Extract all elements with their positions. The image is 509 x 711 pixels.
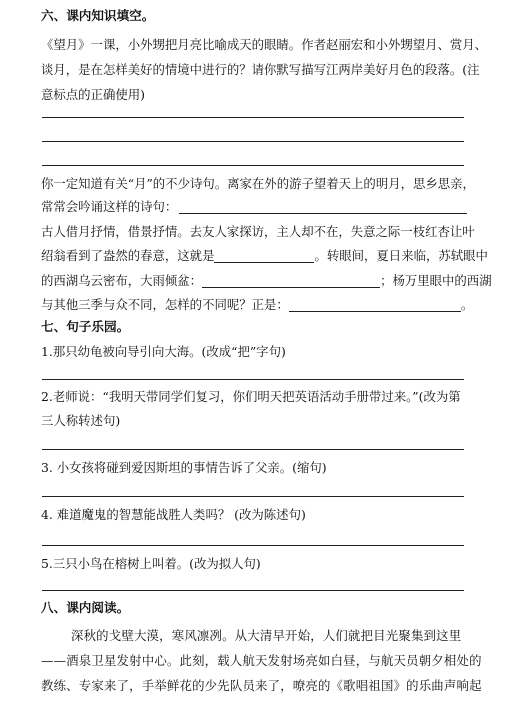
verse-text: 与其他三季与众不同，怎样的不同呢？正是： (41, 297, 289, 312)
section-6-poem-prompt: 你一定知道有关“月”的不少诗句。离家在外的游子望着天上的明月，思乡思亲， (41, 176, 475, 191)
section-7-question: 4. 难道魔鬼的智慧能战胜人类吗？ (改为陈述句) (41, 507, 306, 522)
answer-line[interactable] (42, 545, 464, 546)
section-7-question: 1.那只幼龟被向导引向大海。(改成“把”字句) (41, 344, 286, 359)
section-7-question: 5.三只小鸟在榕树上叫着。(改为拟人句) (41, 556, 261, 571)
section-7-question: 3. 小女孩将碰到爱因斯坦的事情告诉了父亲。(缩句) (41, 460, 327, 475)
answer-line[interactable] (42, 165, 464, 166)
section-6-question-line: 谈月，是在怎样美好的情境中进行的？请你默写描写江两岸美好月色的段落。(注 (41, 62, 480, 77)
verse-text: 。转眼间，夏日来临，苏轼眼中 (314, 248, 488, 263)
verse-text: 绍翁看到了盎然的春意，这就是 (41, 248, 215, 263)
section-6-verse-line (41, 273, 492, 289)
verse-text: 的西湖乌云密布，大雨倾盆： (41, 273, 203, 288)
section-6-poem-prompt (41, 199, 469, 215)
fill-blank[interactable] (202, 274, 380, 288)
reading-passage-line: 深秋的戈壁大漠，寒风凛冽。从大清早开始，人们就把目光聚集到这里 (71, 628, 462, 643)
section-6-verse-line (41, 248, 488, 264)
reading-passage-line: ——酒泉卫星发射中心。此刻，载人航天发射场亮如白昼，与航天员朝夕相处的 (41, 653, 482, 668)
section-6-verse-line (41, 297, 474, 313)
answer-line[interactable] (42, 117, 464, 118)
answer-line[interactable] (42, 141, 464, 142)
section-6-heading: 六、课内知识填空。 (41, 8, 155, 23)
fill-blank[interactable] (179, 200, 467, 214)
poem-prompt-text: 常常会吟诵这样的诗句： (41, 199, 178, 214)
verse-text: 。 (460, 297, 474, 312)
reading-passage-line: 教练、专家来了，手举鲜花的少先队员来了，嘹亮的《歌唱祖国》的乐曲声响起 (41, 678, 482, 693)
answer-line[interactable] (42, 496, 464, 497)
section-6-verse-line: 古人借月抒情，借景抒情。去友人家探访，主人却不在，失意之际一枝红杏让叶 (41, 224, 475, 239)
verse-text: ；杨万里眼中的西湖 (380, 273, 492, 288)
section-6-question-line: 《望月》一课，小外甥把月亮比喻成天的眼睛。作者赵丽宏和小外甥望月、赏月、 (41, 37, 488, 52)
section-7-question: 三人称转述句) (41, 413, 121, 428)
fill-blank[interactable] (289, 298, 461, 312)
section-7-question: 2.老师说：“我明天带同学们复习，你们明天把英语活动手册带过来。”(改为第 (41, 389, 461, 404)
section-8-heading: 八、课内阅读。 (41, 600, 130, 615)
answer-line[interactable] (42, 449, 464, 450)
section-7-heading: 七、句子乐园。 (41, 319, 130, 334)
section-6-question-line: 意标点的正确使用) (41, 87, 145, 102)
answer-line[interactable] (42, 379, 464, 380)
fill-blank[interactable] (214, 249, 314, 263)
answer-line[interactable] (42, 590, 464, 591)
